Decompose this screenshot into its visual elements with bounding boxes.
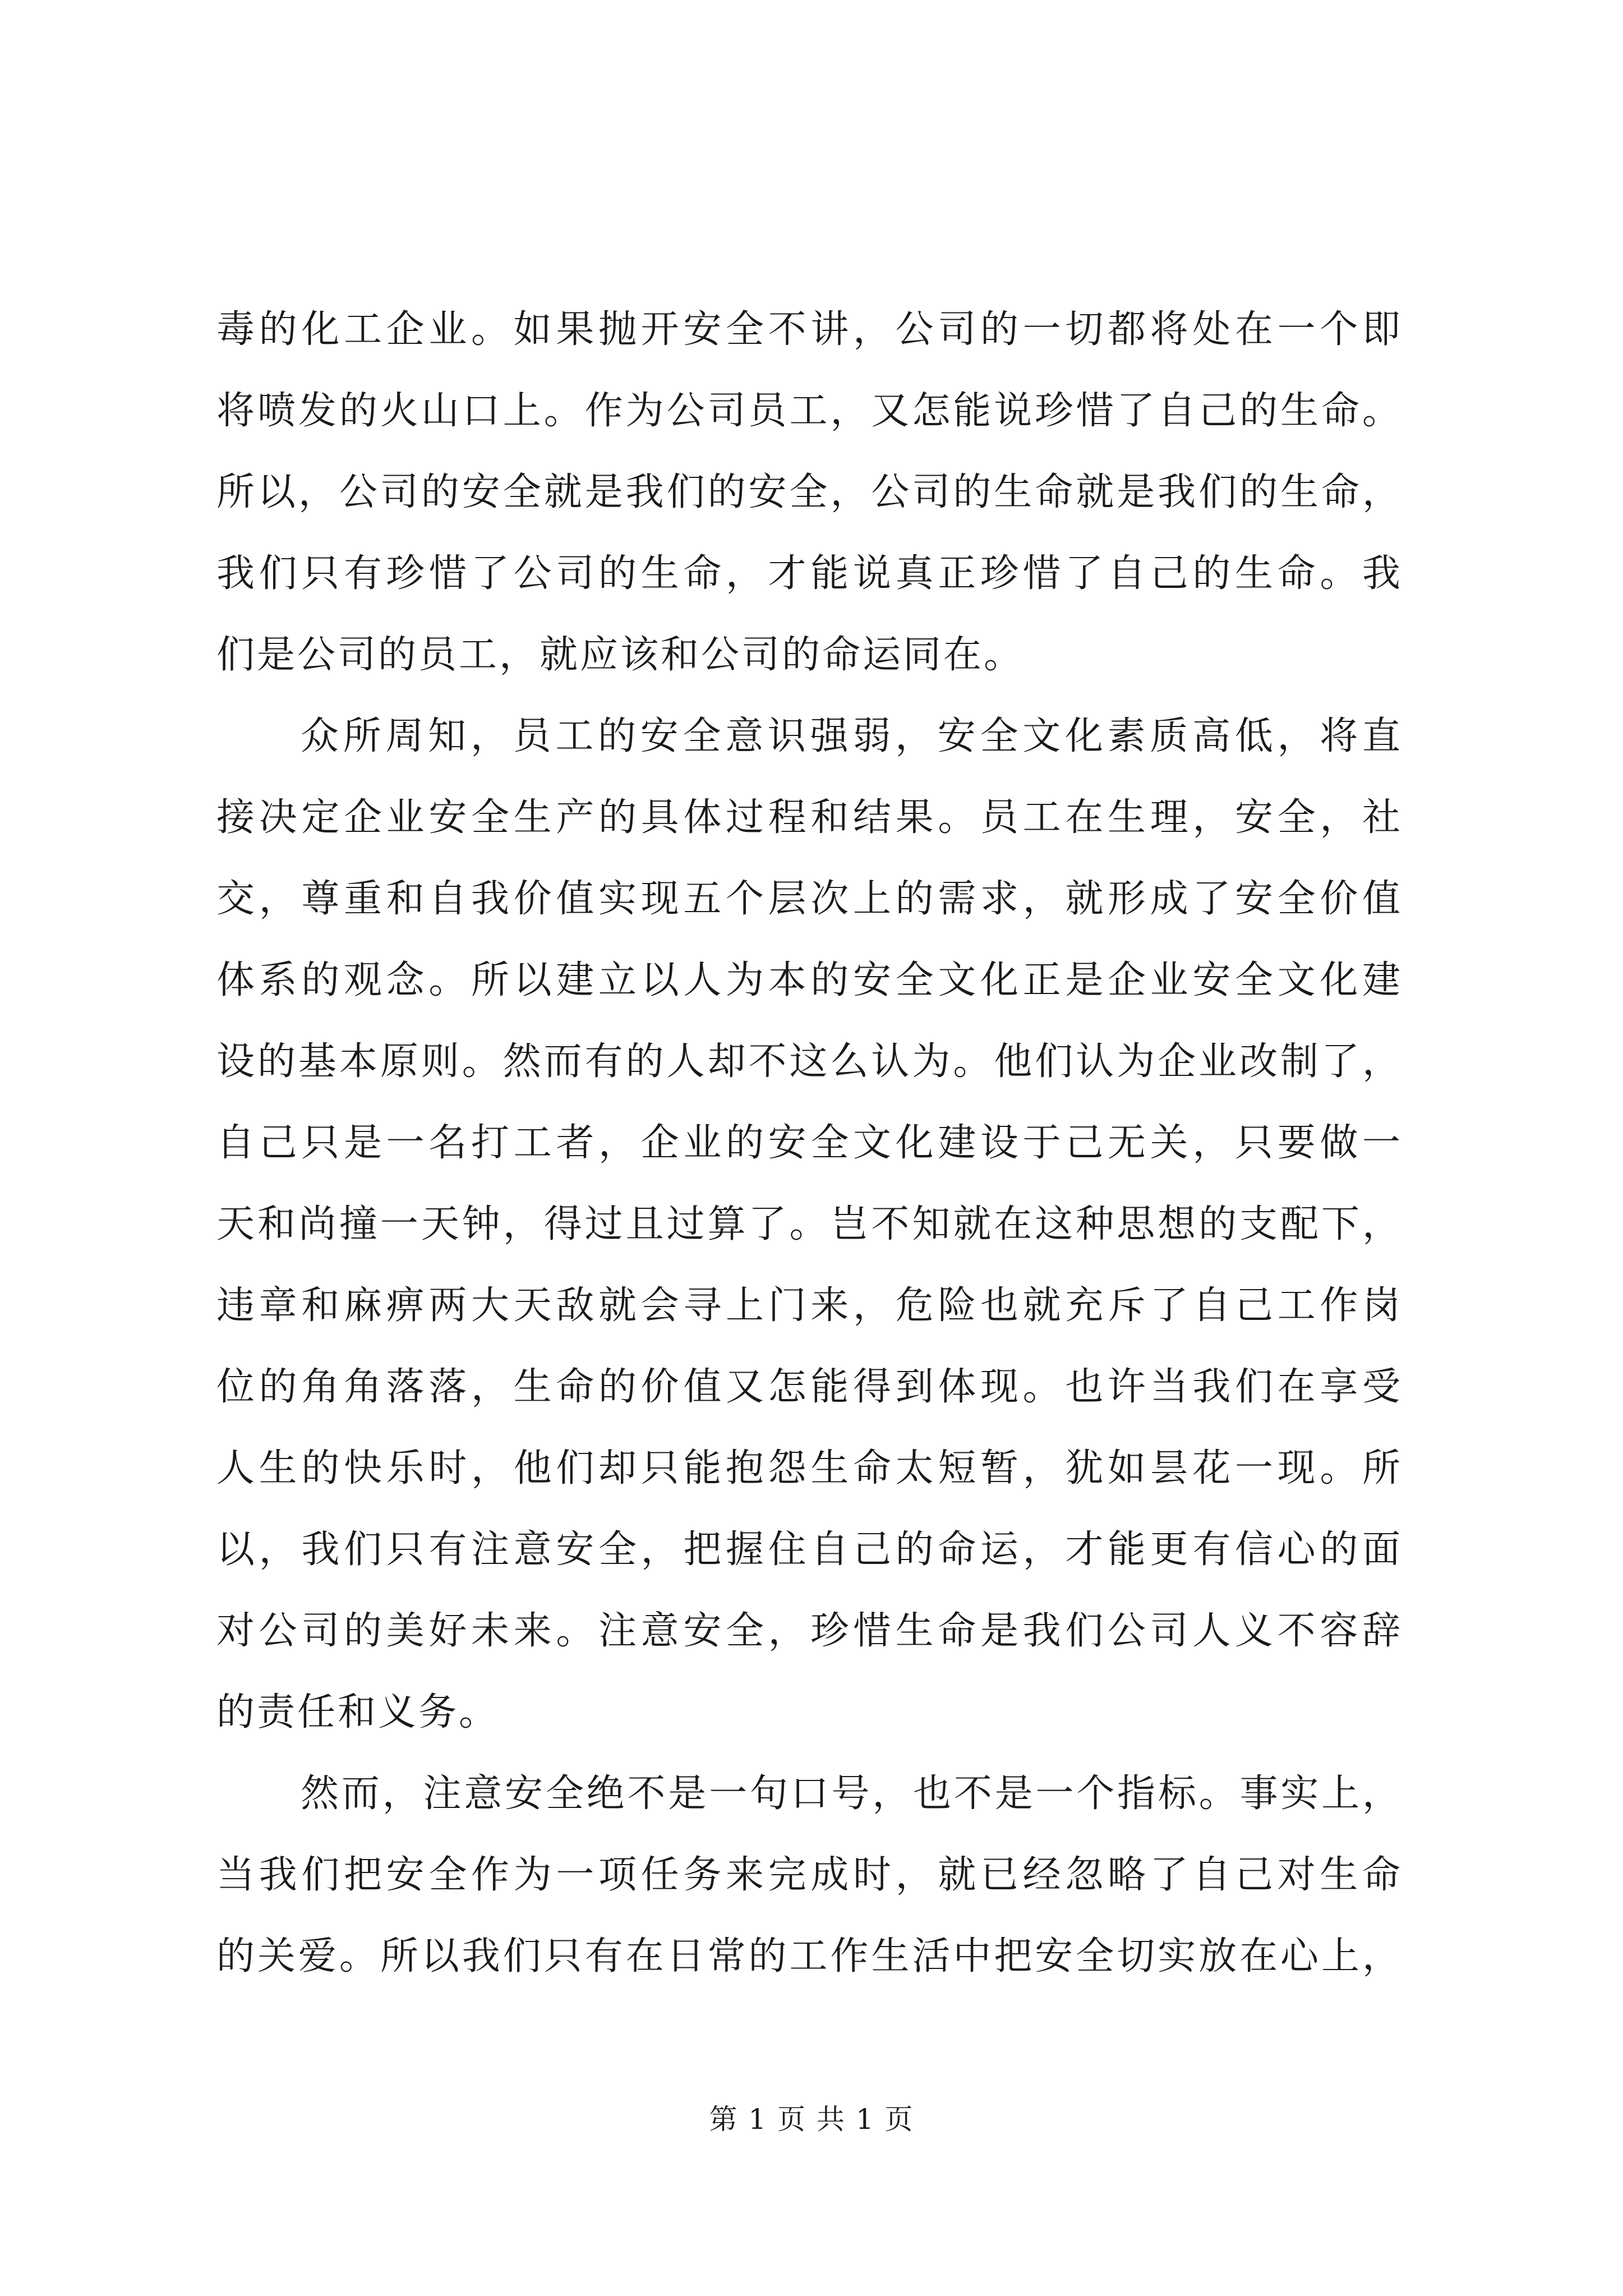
paragraph-2-line-6: 自己只是一名打工者，企业的安全文化建设于己无关，只要做一	[216, 1121, 1403, 1165]
paragraph-2-line-8: 违章和麻痹两大天敌就会寻上门来，危险也就充斥了自己工作岗	[216, 1283, 1403, 1328]
paragraph-2-line-7: 天和尚撞一天钟，得过且过算了。岂不知就在这种思想的支配下，	[216, 1202, 1403, 1246]
paragraph-1-line-4: 我们只有珍惜了公司的生命，才能说真正珍惜了自己的生命。我	[216, 551, 1403, 596]
paragraph-2-line-3: 交，尊重和自我价值实现五个层次上的需求，就形成了安全价值	[216, 877, 1403, 921]
paragraph-1-line-2: 将喷发的火山口上。作为公司员工，又怎能说珍惜了自己的生命。	[216, 389, 1403, 433]
paragraph-2-line-2: 接决定企业安全生产的具体过程和结果。员工在生理，安全，社	[216, 795, 1403, 840]
paragraph-3-line-1: 然而，注意安全绝不是一句口号，也不是一个指标。事实上，	[301, 1772, 1403, 1816]
paragraph-2-line-11: 以，我们只有注意安全，把握住自己的命运，才能更有信心的面	[216, 1527, 1403, 1572]
paragraph-2-line-5: 设的基本原则。然而有的人却不这么认为。他们认为企业改制了，	[216, 1039, 1403, 1084]
document-body	[216, 289, 1403, 1997]
paragraph-3-line-3: 的关爱。所以我们只有在日常的工作生活中把安全切实放在心上，	[216, 1934, 1403, 1978]
paragraph-2-line-4: 体系的观念。所以建立以人为本的安全文化正是企业安全文化建	[216, 958, 1403, 1002]
page-number-footer: 第 1 页 共 1 页	[709, 2103, 914, 2136]
paragraph-2-line-1: 众所周知，员工的安全意识强弱，安全文化素质高低，将直	[301, 714, 1403, 758]
paragraph-2-line-12: 对公司的美好未来。注意安全，珍惜生命是我们公司人义不容辞	[216, 1609, 1403, 1653]
paragraph-2-line-13: 的责任和义务。	[216, 1690, 500, 1734]
paragraph-1-line-1: 毒的化工企业。如果抛开安全不讲，公司的一切都将处在一个即	[216, 307, 1403, 352]
paragraph-3-line-2: 当我们把安全作为一项任务来完成时，就已经忽略了自己对生命	[216, 1853, 1403, 1897]
paragraph-2-line-9: 位的角角落落，生命的价值又怎能得到体现。也许当我们在享受	[216, 1365, 1403, 1409]
paragraph-2-line-10: 人生的快乐时，他们却只能抱怨生命太短暂，犹如昙花一现。所	[216, 1446, 1403, 1490]
paragraph-1-line-3: 所以，公司的安全就是我们的安全，公司的生命就是我们的生命，	[216, 470, 1403, 514]
paragraph-1-line-5: 们是公司的员工，就应该和公司的命运同在。	[216, 633, 1025, 677]
